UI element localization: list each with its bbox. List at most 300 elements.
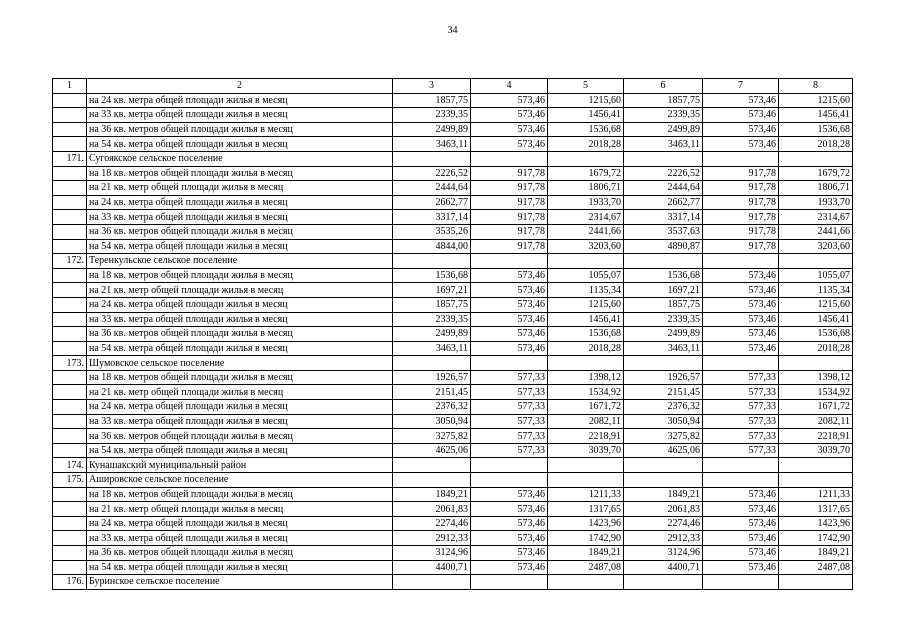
- value-cell: 2314,67: [548, 210, 624, 225]
- section-title: Буринское сельское поселение: [87, 575, 393, 590]
- value-cell: 1536,68: [548, 327, 624, 342]
- value-cell: 1849,21: [393, 487, 471, 502]
- value-cell: [779, 254, 853, 269]
- table-row: [53, 224, 853, 239]
- value-cell: [703, 151, 779, 166]
- value-cell: 2218,91: [779, 429, 853, 444]
- row-label: на 33 кв. метра общей площади жилья в месяц: [87, 108, 393, 123]
- row-number: [53, 224, 87, 239]
- table-row: [53, 531, 853, 546]
- value-cell: 2487,08: [779, 560, 853, 575]
- value-cell: 577,33: [471, 385, 548, 400]
- value-cell: 3124,96: [624, 546, 703, 561]
- section-title: Теренкульское сельское поселение: [87, 254, 393, 269]
- row-number: [53, 297, 87, 312]
- value-cell: 2151,45: [624, 385, 703, 400]
- row-number: [53, 166, 87, 181]
- value-cell: [624, 473, 703, 488]
- value-cell: 1679,72: [548, 166, 624, 181]
- row-label: на 21 кв. метр общей площади жилья в месяц: [87, 385, 393, 400]
- value-cell: 573,46: [471, 341, 548, 356]
- table-row: [53, 560, 853, 575]
- value-cell: 917,78: [471, 210, 548, 225]
- value-cell: 2444,64: [624, 181, 703, 196]
- value-cell: 2912,33: [393, 531, 471, 546]
- row-number: 173.: [53, 356, 87, 371]
- value-cell: [703, 356, 779, 371]
- value-cell: 4625,06: [624, 443, 703, 458]
- value-cell: [779, 458, 853, 473]
- table-row: [53, 268, 853, 283]
- value-cell: 1697,21: [393, 283, 471, 298]
- value-cell: 573,46: [471, 531, 548, 546]
- value-cell: 917,78: [471, 224, 548, 239]
- value-cell: 2662,77: [624, 195, 703, 210]
- value-cell: 577,33: [471, 443, 548, 458]
- row-number: [53, 341, 87, 356]
- value-cell: 577,33: [703, 400, 779, 415]
- value-cell: [624, 575, 703, 590]
- row-label: на 33 кв. метра общей площади жилья в месяц: [87, 531, 393, 546]
- value-cell: 1697,21: [624, 283, 703, 298]
- value-cell: 577,33: [703, 443, 779, 458]
- value-cell: 577,33: [703, 429, 779, 444]
- table-row: [53, 137, 853, 152]
- value-cell: 573,46: [703, 93, 779, 108]
- value-cell: 1423,96: [548, 516, 624, 531]
- table-row: [53, 283, 853, 298]
- row-number: [53, 327, 87, 342]
- value-cell: 1926,57: [393, 370, 471, 385]
- value-cell: 573,46: [703, 108, 779, 123]
- value-cell: [471, 575, 548, 590]
- row-label: на 36 кв. метров общей площади жилья в месяц: [87, 327, 393, 342]
- row-number: [53, 122, 87, 137]
- table-row: [53, 108, 853, 123]
- row-label: на 24 кв. метра общей площади жилья в месяц: [87, 400, 393, 415]
- row-number: [53, 370, 87, 385]
- table-row: [53, 166, 853, 181]
- value-cell: 1317,65: [548, 502, 624, 517]
- value-cell: 1055,07: [548, 268, 624, 283]
- value-cell: 2218,91: [548, 429, 624, 444]
- row-label: на 18 кв. метров общей площади жилья в месяц: [87, 487, 393, 502]
- value-cell: 1423,96: [779, 516, 853, 531]
- value-cell: 2339,35: [393, 108, 471, 123]
- value-cell: 1215,60: [779, 93, 853, 108]
- value-cell: 1849,21: [548, 546, 624, 561]
- value-cell: 2441,66: [548, 224, 624, 239]
- value-cell: 1215,60: [779, 297, 853, 312]
- section-row: [53, 458, 853, 473]
- row-number: [53, 268, 87, 283]
- value-cell: 1055,07: [779, 268, 853, 283]
- table-row: [53, 93, 853, 108]
- row-number: [53, 546, 87, 561]
- row-number: [53, 560, 87, 575]
- value-cell: 573,46: [471, 108, 548, 123]
- section-row: [53, 356, 853, 371]
- value-cell: 2339,35: [624, 312, 703, 327]
- value-cell: 3050,94: [393, 414, 471, 429]
- value-cell: 1135,34: [779, 283, 853, 298]
- value-cell: 1211,33: [548, 487, 624, 502]
- value-cell: 573,46: [703, 297, 779, 312]
- value-cell: 917,78: [703, 224, 779, 239]
- value-cell: [624, 458, 703, 473]
- row-number: 171.: [53, 151, 87, 166]
- value-cell: [779, 356, 853, 371]
- table-row: [53, 122, 853, 137]
- value-cell: 1857,75: [393, 93, 471, 108]
- value-cell: 573,46: [703, 560, 779, 575]
- value-cell: 3463,11: [393, 137, 471, 152]
- value-cell: [703, 575, 779, 590]
- value-cell: 2082,11: [548, 414, 624, 429]
- row-label: на 54 кв. метра общей площади жилья в месяц: [87, 341, 393, 356]
- value-cell: 573,46: [471, 137, 548, 152]
- table-row: [53, 400, 853, 415]
- table-row: [53, 312, 853, 327]
- value-cell: 2018,28: [779, 137, 853, 152]
- row-label: на 36 кв. метров общей площади жилья в месяц: [87, 546, 393, 561]
- value-cell: [548, 356, 624, 371]
- value-cell: [779, 575, 853, 590]
- value-cell: [393, 575, 471, 590]
- row-label: на 36 кв. метров общей площади жилья в месяц: [87, 429, 393, 444]
- value-cell: 573,46: [471, 122, 548, 137]
- section-title: Кунашакский муниципальный район: [87, 458, 393, 473]
- value-cell: 2082,11: [779, 414, 853, 429]
- value-cell: [548, 458, 624, 473]
- value-cell: 917,78: [703, 195, 779, 210]
- table-row: [53, 370, 853, 385]
- value-cell: 573,46: [703, 122, 779, 137]
- value-cell: 3317,14: [393, 210, 471, 225]
- value-cell: 2912,33: [624, 531, 703, 546]
- section-row: [53, 254, 853, 269]
- value-cell: 1536,68: [548, 122, 624, 137]
- value-cell: 917,78: [703, 239, 779, 254]
- value-cell: [703, 458, 779, 473]
- header-row: [53, 79, 853, 94]
- row-label: на 54 кв. метра общей площади жилья в месяц: [87, 137, 393, 152]
- row-number: [53, 283, 87, 298]
- value-cell: 2018,28: [548, 341, 624, 356]
- value-cell: 577,33: [471, 429, 548, 444]
- value-cell: 917,78: [471, 195, 548, 210]
- value-cell: 2339,35: [624, 108, 703, 123]
- value-cell: 577,33: [471, 370, 548, 385]
- value-cell: 577,33: [703, 370, 779, 385]
- value-cell: 917,78: [471, 239, 548, 254]
- row-number: [53, 93, 87, 108]
- value-cell: 573,46: [471, 283, 548, 298]
- value-cell: 1456,41: [779, 108, 853, 123]
- value-cell: [548, 473, 624, 488]
- value-cell: 2061,83: [624, 502, 703, 517]
- row-label: на 24 кв. метра общей площади жилья в месяц: [87, 195, 393, 210]
- row-number: [53, 443, 87, 458]
- value-cell: [624, 356, 703, 371]
- value-cell: 917,78: [471, 166, 548, 181]
- header-cell: 7: [703, 79, 779, 94]
- section-title: Ашировское сельское поселение: [87, 473, 393, 488]
- value-cell: 577,33: [703, 414, 779, 429]
- row-number: [53, 108, 87, 123]
- value-cell: [393, 151, 471, 166]
- value-cell: 4400,71: [393, 560, 471, 575]
- value-cell: 573,46: [703, 137, 779, 152]
- value-cell: 4625,06: [393, 443, 471, 458]
- value-cell: 2151,45: [393, 385, 471, 400]
- row-number: [53, 400, 87, 415]
- value-cell: 577,33: [471, 400, 548, 415]
- value-cell: 1671,72: [548, 400, 624, 415]
- row-number: [53, 516, 87, 531]
- section-title: Сугоякское сельское поселение: [87, 151, 393, 166]
- row-number: 174.: [53, 458, 87, 473]
- value-cell: 573,46: [703, 546, 779, 561]
- value-cell: 917,78: [471, 181, 548, 196]
- table-row: [53, 516, 853, 531]
- page-number: 34: [447, 25, 458, 36]
- table-row: [53, 181, 853, 196]
- section-row: [53, 473, 853, 488]
- value-cell: [548, 575, 624, 590]
- value-cell: 1456,41: [779, 312, 853, 327]
- value-cell: 1857,75: [393, 297, 471, 312]
- value-cell: [393, 356, 471, 371]
- row-label: на 54 кв. метра общей площади жилья в месяц: [87, 239, 393, 254]
- value-cell: 573,46: [471, 546, 548, 561]
- value-cell: 3535,26: [393, 224, 471, 239]
- value-cell: [393, 458, 471, 473]
- value-cell: 1215,60: [548, 93, 624, 108]
- value-cell: 1849,21: [624, 487, 703, 502]
- row-number: [53, 239, 87, 254]
- table-row: [53, 429, 853, 444]
- value-cell: 573,46: [703, 312, 779, 327]
- value-cell: 3275,82: [624, 429, 703, 444]
- value-cell: 1536,68: [393, 268, 471, 283]
- value-cell: 1536,68: [624, 268, 703, 283]
- value-cell: 1135,34: [548, 283, 624, 298]
- section-title: Шумовское сельское поселение: [87, 356, 393, 371]
- table-row: [53, 487, 853, 502]
- value-cell: 3039,70: [779, 443, 853, 458]
- value-cell: 2314,67: [779, 210, 853, 225]
- value-cell: 1933,70: [779, 195, 853, 210]
- row-label: на 21 кв. метр общей площади жилья в месяц: [87, 502, 393, 517]
- value-cell: 2018,28: [548, 137, 624, 152]
- value-cell: 917,78: [703, 210, 779, 225]
- row-label: на 24 кв. метра общей площади жилья в месяц: [87, 93, 393, 108]
- value-cell: 4844,00: [393, 239, 471, 254]
- table-row: [53, 210, 853, 225]
- value-cell: 1536,68: [779, 122, 853, 137]
- value-cell: 2499,89: [393, 327, 471, 342]
- value-cell: 2376,32: [624, 400, 703, 415]
- value-cell: [703, 473, 779, 488]
- value-cell: [779, 151, 853, 166]
- row-label: на 21 кв. метр общей площади жилья в месяц: [87, 283, 393, 298]
- value-cell: 917,78: [703, 166, 779, 181]
- value-cell: 1806,71: [779, 181, 853, 196]
- header-cell: 8: [779, 79, 853, 94]
- value-cell: 2444,64: [393, 181, 471, 196]
- value-cell: [779, 473, 853, 488]
- table-row: [53, 443, 853, 458]
- value-cell: 3463,11: [624, 137, 703, 152]
- value-cell: 2487,08: [548, 560, 624, 575]
- value-cell: 3275,82: [393, 429, 471, 444]
- value-cell: 573,46: [703, 327, 779, 342]
- row-label: на 54 кв. метра общей площади жилья в месяц: [87, 560, 393, 575]
- row-label: на 33 кв. метра общей площади жилья в месяц: [87, 312, 393, 327]
- value-cell: 2376,32: [393, 400, 471, 415]
- value-cell: 1398,12: [779, 370, 853, 385]
- value-cell: 573,46: [471, 312, 548, 327]
- value-cell: 2274,46: [624, 516, 703, 531]
- row-number: 176.: [53, 575, 87, 590]
- value-cell: [471, 151, 548, 166]
- tariff-table: [52, 78, 853, 590]
- row-number: [53, 487, 87, 502]
- value-cell: 1534,92: [548, 385, 624, 400]
- row-label: на 18 кв. метров общей площади жилья в месяц: [87, 268, 393, 283]
- row-label: на 54 кв. метра общей площади жилья в месяц: [87, 443, 393, 458]
- row-number: [53, 414, 87, 429]
- value-cell: 4400,71: [624, 560, 703, 575]
- row-number: [53, 195, 87, 210]
- value-cell: [703, 254, 779, 269]
- value-cell: 1849,21: [779, 546, 853, 561]
- value-cell: 573,46: [703, 487, 779, 502]
- table-row: [53, 385, 853, 400]
- header-cell: 5: [548, 79, 624, 94]
- value-cell: 1671,72: [779, 400, 853, 415]
- value-cell: [471, 254, 548, 269]
- value-cell: 573,46: [471, 297, 548, 312]
- value-cell: 573,46: [471, 516, 548, 531]
- value-cell: 3124,96: [393, 546, 471, 561]
- value-cell: 573,46: [471, 487, 548, 502]
- value-cell: 1456,41: [548, 108, 624, 123]
- row-label: на 33 кв. метра общей площади жилья в месяц: [87, 414, 393, 429]
- value-cell: 3463,11: [624, 341, 703, 356]
- value-cell: 1742,90: [548, 531, 624, 546]
- value-cell: 2274,46: [393, 516, 471, 531]
- value-cell: [548, 151, 624, 166]
- row-number: [53, 181, 87, 196]
- value-cell: 2226,52: [624, 166, 703, 181]
- value-cell: 577,33: [471, 414, 548, 429]
- value-cell: 573,46: [471, 327, 548, 342]
- value-cell: 573,46: [471, 502, 548, 517]
- row-label: на 33 кв. метра общей площади жилья в месяц: [87, 210, 393, 225]
- value-cell: 1857,75: [624, 297, 703, 312]
- value-cell: 573,46: [471, 268, 548, 283]
- header-cell: 2: [87, 79, 393, 94]
- value-cell: 573,46: [703, 341, 779, 356]
- value-cell: 2499,89: [624, 327, 703, 342]
- value-cell: [393, 473, 471, 488]
- value-cell: [393, 254, 471, 269]
- value-cell: 573,46: [703, 268, 779, 283]
- table-row: [53, 297, 853, 312]
- value-cell: 3537,63: [624, 224, 703, 239]
- table-row: [53, 546, 853, 561]
- value-cell: 3463,11: [393, 341, 471, 356]
- value-cell: 573,46: [703, 502, 779, 517]
- value-cell: 1211,33: [779, 487, 853, 502]
- row-label: на 21 кв. метр общей площади жилья в месяц: [87, 181, 393, 196]
- value-cell: 3203,60: [548, 239, 624, 254]
- value-cell: 1933,70: [548, 195, 624, 210]
- row-number: 172.: [53, 254, 87, 269]
- table-row: [53, 414, 853, 429]
- value-cell: 3050,94: [624, 414, 703, 429]
- value-cell: 1679,72: [779, 166, 853, 181]
- value-cell: [548, 254, 624, 269]
- value-cell: 4890,87: [624, 239, 703, 254]
- value-cell: [471, 356, 548, 371]
- row-label: на 18 кв. метров общей площади жилья в месяц: [87, 370, 393, 385]
- row-number: [53, 137, 87, 152]
- value-cell: 2499,89: [624, 122, 703, 137]
- value-cell: 917,78: [703, 181, 779, 196]
- value-cell: 2226,52: [393, 166, 471, 181]
- value-cell: 573,46: [471, 560, 548, 575]
- value-cell: 3317,14: [624, 210, 703, 225]
- row-number: [53, 502, 87, 517]
- header-cell: 1: [53, 79, 87, 94]
- header-cell: 6: [624, 79, 703, 94]
- value-cell: 1317,65: [779, 502, 853, 517]
- value-cell: 1215,60: [548, 297, 624, 312]
- row-label: на 18 кв. метров общей площади жилья в месяц: [87, 166, 393, 181]
- value-cell: 1926,57: [624, 370, 703, 385]
- header-cell: 3: [393, 79, 471, 94]
- table-row: [53, 239, 853, 254]
- value-cell: [624, 151, 703, 166]
- value-cell: 1742,90: [779, 531, 853, 546]
- value-cell: 2499,89: [393, 122, 471, 137]
- row-label: на 24 кв. метра общей площади жилья в месяц: [87, 297, 393, 312]
- table-row: [53, 195, 853, 210]
- value-cell: 1456,41: [548, 312, 624, 327]
- row-number: 175.: [53, 473, 87, 488]
- row-label: на 36 кв. метров общей площади жилья в месяц: [87, 224, 393, 239]
- value-cell: 1536,68: [779, 327, 853, 342]
- table-row: [53, 502, 853, 517]
- row-number: [53, 312, 87, 327]
- value-cell: 2061,83: [393, 502, 471, 517]
- value-cell: 573,46: [703, 531, 779, 546]
- section-row: [53, 575, 853, 590]
- value-cell: 2662,77: [393, 195, 471, 210]
- value-cell: [471, 458, 548, 473]
- table-row: [53, 327, 853, 342]
- value-cell: 1398,12: [548, 370, 624, 385]
- header-cell: 4: [471, 79, 548, 94]
- row-label: на 24 кв. метра общей площади жилья в месяц: [87, 516, 393, 531]
- value-cell: 577,33: [703, 385, 779, 400]
- value-cell: 573,46: [703, 516, 779, 531]
- row-label: на 36 кв. метров общей площади жилья в месяц: [87, 122, 393, 137]
- value-cell: 573,46: [703, 283, 779, 298]
